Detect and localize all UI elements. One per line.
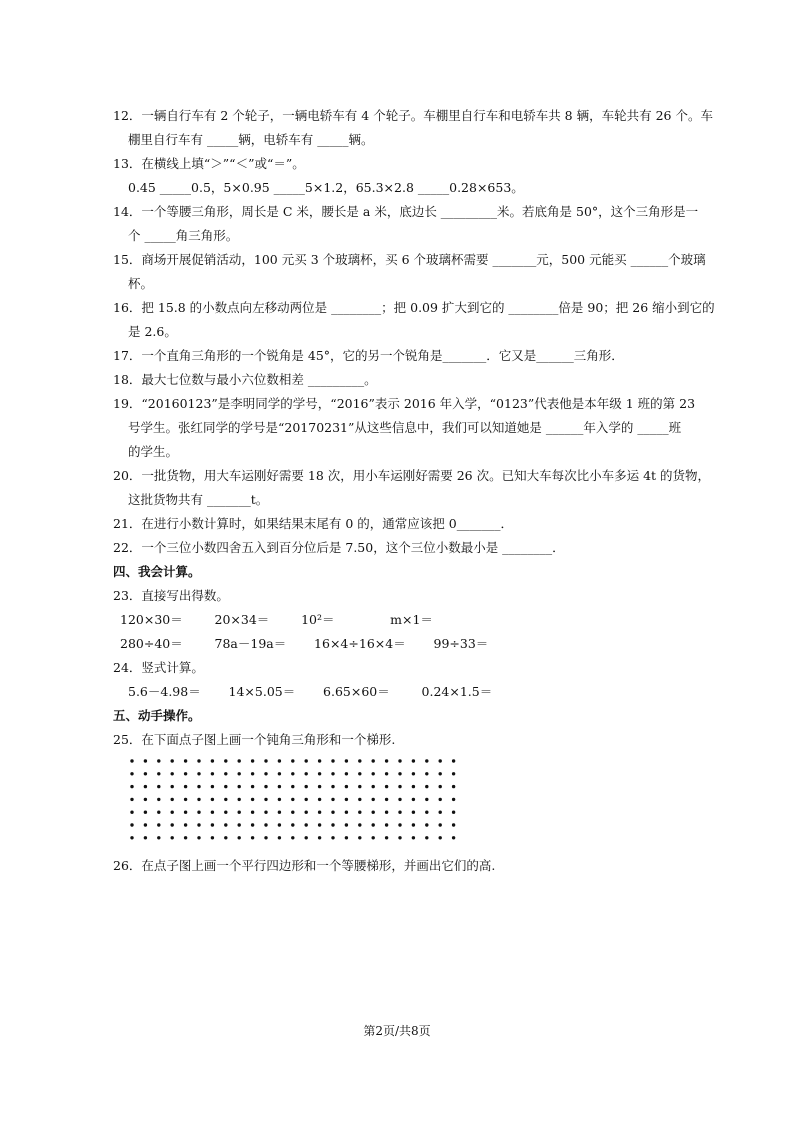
- grid-dot: [425, 811, 428, 814]
- grid-dot: [425, 772, 428, 775]
- grid-dot: [144, 772, 147, 775]
- grid-dot: [264, 836, 267, 839]
- grid-dot: [439, 823, 442, 826]
- grid-dot: [305, 785, 308, 788]
- section-five-heading: 五、动手操作。: [113, 708, 201, 723]
- grid-dot: [238, 798, 241, 801]
- grid-dot: [331, 798, 334, 801]
- q23-row1: 120×30＝ 20×34＝ 10²＝ m×1＝: [120, 612, 433, 627]
- grid-dot: [358, 836, 361, 839]
- grid-dot: [385, 798, 388, 801]
- grid-dot: [398, 759, 401, 762]
- grid-dot: [412, 759, 415, 762]
- grid-dot: [425, 759, 428, 762]
- grid-dot: [130, 785, 133, 788]
- q22: 22．一个三位小数四舍五入到百分位后是 7.50，这个三位小数最小是 ________．: [113, 540, 565, 555]
- q13-prompt: 13．在横线上填“＞”“＜”或“＝”。: [113, 156, 305, 171]
- section-four-heading: 四、我会计算。: [113, 564, 201, 579]
- grid-dot: [372, 785, 375, 788]
- grid-dot: [251, 785, 254, 788]
- grid-dot: [398, 811, 401, 814]
- grid-dot: [171, 759, 174, 762]
- grid-dot: [157, 759, 160, 762]
- q13-items: 0.45 _____0.5，5×0.95 _____5×1.2，65.3×2.8 _____0.28×653。: [128, 180, 524, 195]
- grid-dot: [264, 785, 267, 788]
- grid-dot: [224, 785, 227, 788]
- q12-line2: 棚里自行车有 _____辆，电轿车有 _____辆。: [128, 132, 374, 147]
- q19-line3: 的学生。: [128, 444, 179, 459]
- grid-dot: [452, 759, 455, 762]
- grid-dot: [197, 823, 200, 826]
- grid-dot: [238, 836, 241, 839]
- grid-dot: [439, 759, 442, 762]
- grid-dot: [425, 836, 428, 839]
- grid-dot: [398, 836, 401, 839]
- grid-dot: [211, 811, 214, 814]
- grid-dot: [251, 823, 254, 826]
- grid-dot: [264, 759, 267, 762]
- grid-dot: [278, 759, 281, 762]
- grid-dot: [184, 785, 187, 788]
- grid-dot: [372, 836, 375, 839]
- grid-dot: [144, 823, 147, 826]
- grid-dot: [385, 823, 388, 826]
- grid-dot: [278, 772, 281, 775]
- grid-dot: [345, 836, 348, 839]
- grid-dot: [224, 823, 227, 826]
- grid-dot: [144, 836, 147, 839]
- grid-dot: [184, 772, 187, 775]
- grid-dot: [305, 823, 308, 826]
- q16-line2: 是 2.6。: [128, 324, 177, 339]
- grid-dot: [452, 798, 455, 801]
- grid-dot: [425, 798, 428, 801]
- q15-line1: 15．商场开展促销活动，100 元买 3 个玻璃杯，买 6 个玻璃杯需要 _______元，500 元能买 ______个玻璃: [113, 252, 706, 267]
- grid-dot: [238, 759, 241, 762]
- grid-dot: [197, 772, 200, 775]
- grid-dot: [144, 811, 147, 814]
- grid-dot: [197, 811, 200, 814]
- grid-dot: [331, 785, 334, 788]
- grid-dot: [144, 785, 147, 788]
- grid-dot: [264, 798, 267, 801]
- grid-dot: [251, 772, 254, 775]
- grid-dot: [425, 823, 428, 826]
- grid-dot: [345, 798, 348, 801]
- grid-dot: [425, 785, 428, 788]
- grid-dot: [251, 811, 254, 814]
- grid-dot: [358, 811, 361, 814]
- grid-dot: [157, 772, 160, 775]
- grid-dot: [305, 798, 308, 801]
- q20-line2: 这批货物共有 _______t。: [128, 492, 269, 507]
- grid-dot: [184, 759, 187, 762]
- grid-dot: [331, 823, 334, 826]
- grid-dot: [345, 811, 348, 814]
- grid-dot: [157, 836, 160, 839]
- q17: 17．一个直角三角形的一个锐角是 45°，它的另一个锐角是_______．它又是______三角形．: [113, 348, 624, 363]
- dot-grid: [128, 758, 468, 844]
- grid-dot: [211, 836, 214, 839]
- grid-dot: [251, 798, 254, 801]
- grid-dot: [130, 798, 133, 801]
- grid-dot: [439, 836, 442, 839]
- grid-dot: [157, 798, 160, 801]
- grid-dot: [305, 811, 308, 814]
- grid-dot: [224, 811, 227, 814]
- grid-dot: [398, 823, 401, 826]
- grid-dot: [452, 836, 455, 839]
- grid-dot: [171, 785, 174, 788]
- grid-dot: [331, 811, 334, 814]
- grid-dot: [318, 785, 321, 788]
- grid-dot: [197, 798, 200, 801]
- q14-line1: 14．一个等腰三角形，周长是 C 米，腰长是 a 米，底边长 _________米。若底角是 50°，这个三角形是一: [113, 204, 699, 219]
- grid-dot: [318, 798, 321, 801]
- grid-dot: [318, 823, 321, 826]
- grid-dot: [372, 823, 375, 826]
- grid-dot: [305, 836, 308, 839]
- grid-dot: [385, 772, 388, 775]
- grid-dot: [157, 785, 160, 788]
- grid-dot: [238, 785, 241, 788]
- q14-line2: 个 _____角三角形。: [128, 228, 239, 243]
- q21: 21．在进行小数计算时，如果结果末尾有 0 的，通常应该把 0_______．: [113, 516, 513, 531]
- grid-dot: [197, 759, 200, 762]
- grid-dot: [171, 823, 174, 826]
- grid-dot: [251, 836, 254, 839]
- grid-dot: [318, 836, 321, 839]
- grid-dot: [211, 785, 214, 788]
- q25-prompt: 25．在下面点子图上画一个钝角三角形和一个梯形.: [113, 732, 396, 747]
- grid-dot: [291, 772, 294, 775]
- grid-dot: [157, 811, 160, 814]
- grid-dot: [224, 772, 227, 775]
- grid-dot: [439, 785, 442, 788]
- grid-dot: [291, 785, 294, 788]
- q19-line1: 19．“20160123”是李明同学的学号，“2016”表示 2016 年入学，“0123”代表他是本年级 1 班的第 23: [113, 396, 696, 411]
- grid-dot: [412, 823, 415, 826]
- grid-dot: [238, 823, 241, 826]
- grid-dot: [157, 823, 160, 826]
- grid-dot: [211, 798, 214, 801]
- q23-prompt: 23．直接写出得数。: [113, 588, 229, 603]
- q19-line2: 号学生。张红同学的学号是“20170231”从这些信息中，我们可以知道她是 ______年入学的 _____班: [128, 420, 682, 435]
- grid-dot: [224, 759, 227, 762]
- grid-dot: [345, 759, 348, 762]
- grid-dot: [130, 759, 133, 762]
- grid-dot: [345, 823, 348, 826]
- grid-dot: [130, 823, 133, 826]
- grid-dot: [398, 785, 401, 788]
- grid-dot: [278, 798, 281, 801]
- grid-dot: [130, 811, 133, 814]
- grid-dot: [345, 772, 348, 775]
- grid-dot: [331, 836, 334, 839]
- grid-dot: [385, 811, 388, 814]
- grid-dot: [224, 836, 227, 839]
- grid-dot: [144, 798, 147, 801]
- grid-dot: [171, 772, 174, 775]
- grid-dot: [331, 772, 334, 775]
- grid-dot: [224, 798, 227, 801]
- grid-dot: [358, 798, 361, 801]
- grid-dot: [144, 759, 147, 762]
- grid-dot: [398, 798, 401, 801]
- grid-dot: [372, 811, 375, 814]
- grid-dot: [412, 836, 415, 839]
- grid-dot: [412, 772, 415, 775]
- grid-dot: [211, 823, 214, 826]
- grid-dot: [291, 798, 294, 801]
- grid-dot: [452, 823, 455, 826]
- q24-prompt: 24．竖式计算。: [113, 660, 204, 675]
- grid-dot: [318, 811, 321, 814]
- grid-dot: [305, 772, 308, 775]
- grid-dot: [171, 798, 174, 801]
- grid-dot: [372, 772, 375, 775]
- q24-items: 5.6－4.98＝ 14×5.05＝ 6.65×60＝ 0.24×1.5＝: [128, 684, 493, 699]
- grid-dot: [439, 811, 442, 814]
- q20-line1: 20．一批货物，用大车运刚好需要 18 次，用小车运刚好需要 26 次。已知大车每次比小车多运 4t 的货物，: [113, 468, 711, 483]
- grid-dot: [278, 836, 281, 839]
- grid-dot: [184, 836, 187, 839]
- grid-dot: [331, 759, 334, 762]
- grid-dot: [305, 759, 308, 762]
- grid-dot: [197, 785, 200, 788]
- grid-dot: [452, 811, 455, 814]
- grid-dot: [291, 759, 294, 762]
- q18: 18．最大七位数与最小六位数相差 _________。: [113, 372, 377, 387]
- grid-dot: [278, 823, 281, 826]
- grid-dot: [264, 823, 267, 826]
- grid-dot: [238, 772, 241, 775]
- grid-dot: [452, 772, 455, 775]
- grid-dot: [372, 759, 375, 762]
- q12-line1: 12．一辆自行车有 2 个轮子，一辆电轿车有 4 个轮子。车棚里自行车和电轿车共 8 辆，车轮共有 26 个。车: [113, 108, 713, 123]
- grid-dot: [184, 811, 187, 814]
- grid-dot: [291, 811, 294, 814]
- grid-dot: [318, 772, 321, 775]
- page-footer: 第2页/共8页: [363, 1024, 431, 1038]
- q16-line1: 16．把 15.8 的小数点向左移动两位是 ________；把 0.09 扩大到它的 ________倍是 90；把 26 缩小到它的: [113, 300, 715, 315]
- grid-dot: [130, 772, 133, 775]
- grid-dot: [385, 836, 388, 839]
- grid-dot: [318, 759, 321, 762]
- grid-dot: [439, 798, 442, 801]
- grid-dot: [211, 772, 214, 775]
- grid-dot: [130, 836, 133, 839]
- grid-dot: [184, 823, 187, 826]
- grid-dot: [358, 772, 361, 775]
- grid-dot: [385, 759, 388, 762]
- grid-dot: [197, 836, 200, 839]
- grid-dot: [184, 798, 187, 801]
- grid-dot: [251, 759, 254, 762]
- grid-dot: [264, 811, 267, 814]
- grid-dot: [412, 811, 415, 814]
- grid-dot: [211, 759, 214, 762]
- grid-dot: [171, 811, 174, 814]
- q15-line2: 杯。: [128, 276, 154, 291]
- grid-dot: [358, 785, 361, 788]
- q23-row2: 280÷40＝ 78a－19a＝ 16×4÷16×4＝ 99÷33＝: [120, 636, 489, 651]
- grid-dot: [238, 811, 241, 814]
- grid-dot: [452, 785, 455, 788]
- grid-dot: [439, 772, 442, 775]
- grid-dot: [345, 785, 348, 788]
- grid-dot: [398, 772, 401, 775]
- grid-dot: [278, 811, 281, 814]
- grid-dot: [358, 759, 361, 762]
- grid-dot: [291, 836, 294, 839]
- grid-dot: [372, 798, 375, 801]
- grid-dot: [412, 785, 415, 788]
- grid-dot: [291, 823, 294, 826]
- grid-dot: [278, 785, 281, 788]
- grid-dot: [412, 798, 415, 801]
- grid-dot: [385, 785, 388, 788]
- grid-dot: [358, 823, 361, 826]
- grid-dot: [264, 772, 267, 775]
- q26-prompt: 26．在点子图上画一个平行四边形和一个等腰梯形，并画出它们的高.: [113, 858, 496, 873]
- grid-dot: [171, 836, 174, 839]
